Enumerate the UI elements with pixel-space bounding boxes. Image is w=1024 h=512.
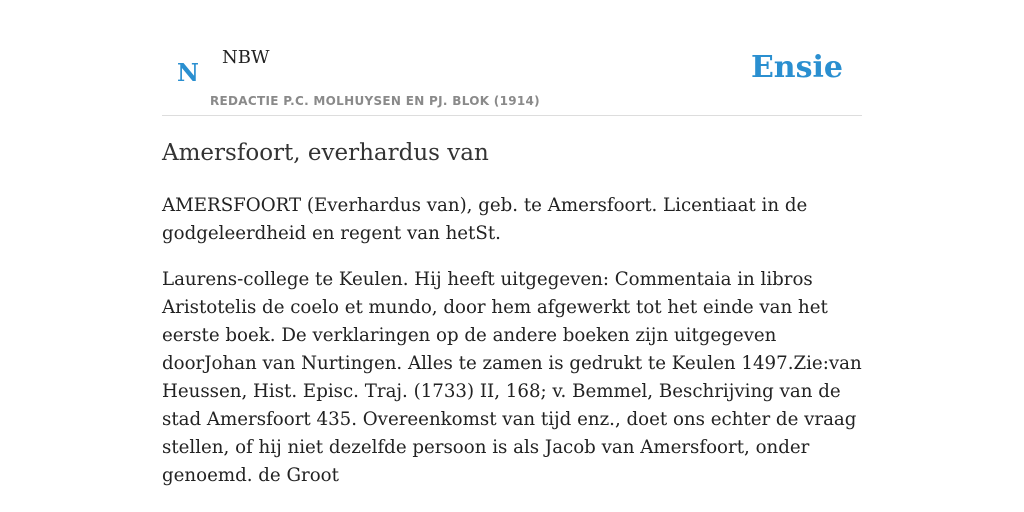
header [162,0,862,116]
article-body [162,192,862,508]
article-paragraph: AMERSFOORT (Everhardus van), geb. te Amersfoort. Licentiaat in de godgeleerdheid en regent van hetSt. [162,195,808,244]
source-editors: REDACTIE P.C. MOLHUYSEN EN PJ. BLOK (1914) [210,94,540,108]
source-logo[interactable]: N [177,58,199,87]
page-title: Amersfoort, everhardus van [162,140,489,166]
brand-logo[interactable]: Ensie [750,50,843,85]
article-paragraph: Laurens-college te Keulen. Hij heeft uitgegeven: Commentaia in libros Aristotelis de coelo et mundo, door hem afgewerkt tot het einde van het eerste boek. De verklaringen op de andere boeken zijn uitgegeven doorJohan van Nurtingen. Alles te zamen is gedrukt te Keulen 1497.Zie:van Heussen, Hist. Episc. Traj. (1733) II, 168; v. Bemmel, Beschrijving van de stad Amersfoort 435. Overeenkomst van tijd enz., doet ons echter de vraag stellen, of hij niet dezelfde persoon is als Jacob van Amersfoort, onder genoemd. de Groot [162,269,862,486]
source-name[interactable]: NBW [222,47,270,68]
page [162,0,862,512]
